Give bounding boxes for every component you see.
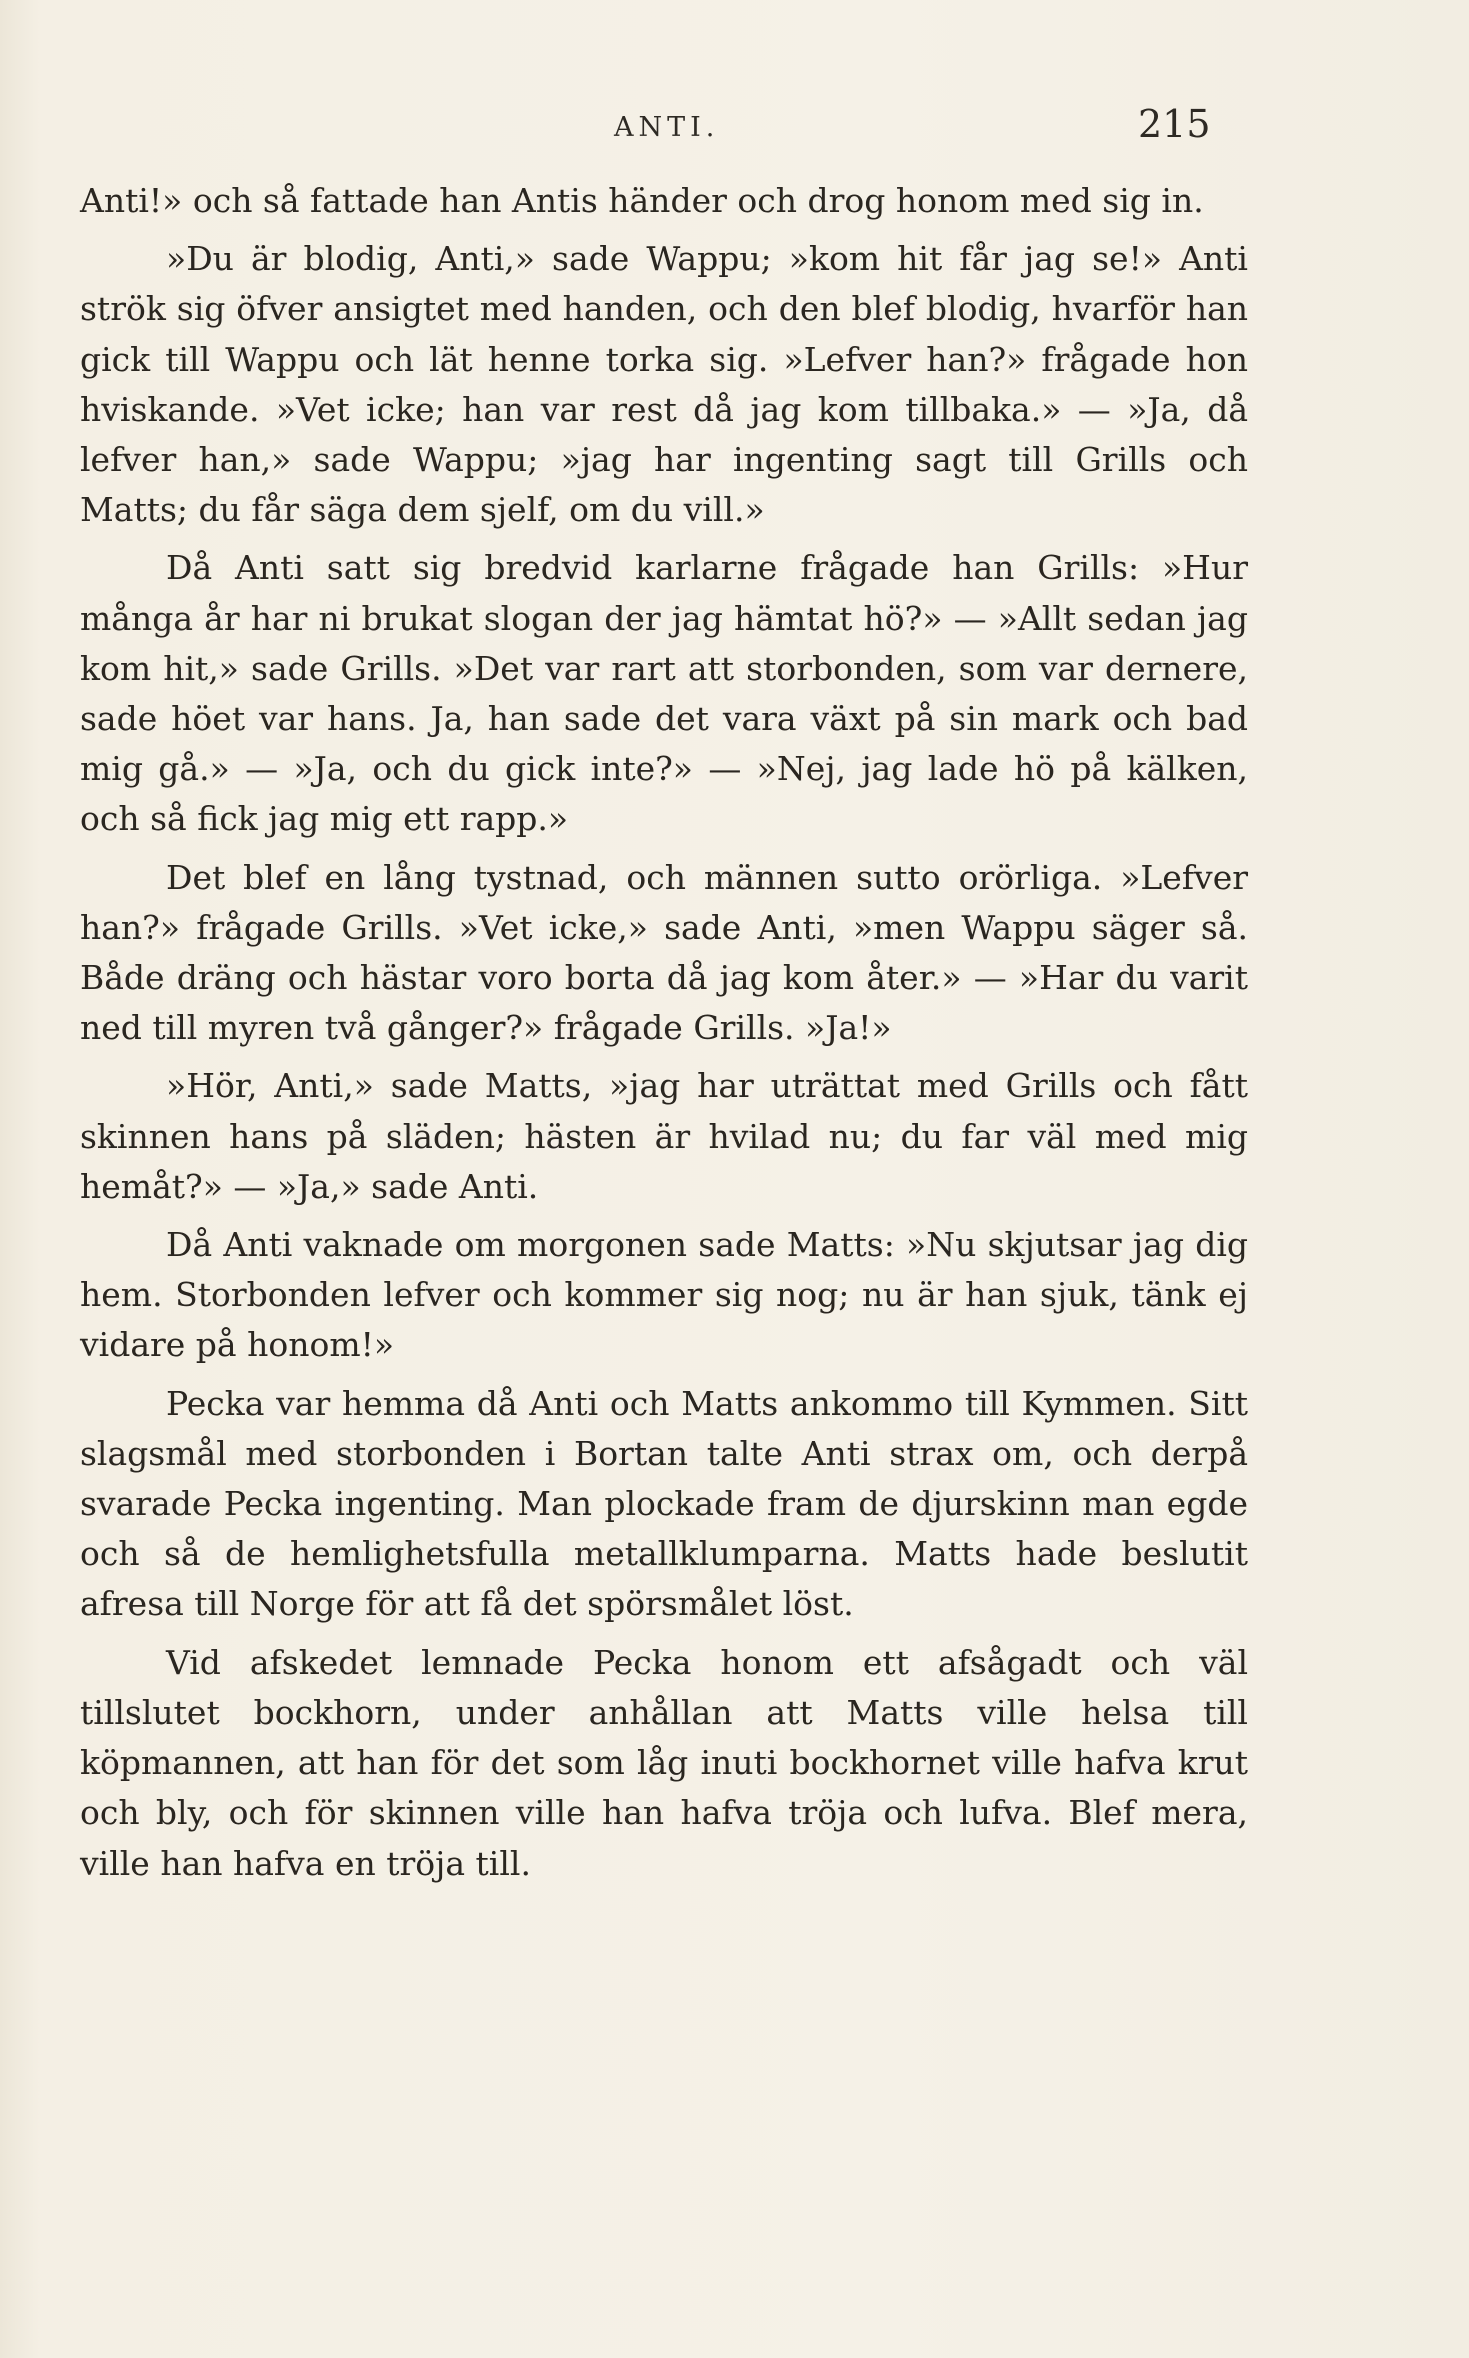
- paragraph: Vid afskedet lemnade Pecka honom ett afsågadt och väl tillslutet bockhorn, under anhållan att Matts ville helsa till köpmannen, att han för det som låg inuti bockhornet ville hafva krut och bly, och för skinnen ville han hafva tröja och lufva. Blef mera, ville han hafva en tröja till.: [80, 1642, 1248, 1883]
- body-text: [80, 176, 1248, 1897]
- paragraph: Då Anti vaknade om morgonen sade Matts: »Nu skjutsar jag dig hem. Storbonden lefver och kommer sig nog; nu är han sjuk, tänk ej vidare på honom!»: [80, 1225, 1248, 1365]
- page-number: 215: [1138, 102, 1211, 146]
- paragraph: »Hör, Anti,» sade Matts, »jag har uträttat med Grills och fått skinnen hans på släden; hästen är hvilad nu; du far väl med mig hemåt?» — »Ja,» sade Anti.: [80, 1066, 1248, 1206]
- page-header: [0, 100, 1469, 150]
- paragraph: Då Anti satt sig bredvid karlarne frågade han Grills: »Hur många år har ni brukat slogan der jag hämtat hö?» — »Allt sedan jag kom hit,» sade Grills. »Det var rart att storbonden, som var dernere, sade höet var hans. Ja, han sade det vara växt på sin mark och bad mig gå.» — »Ja, och du gick inte?» — »Nej, jag lade hö på kälken, och så fick jag mig ett rapp.»: [80, 548, 1248, 839]
- running-title: ANTI.: [614, 112, 720, 143]
- paragraph: Anti!» och så fattade han Antis händer och drog honom med sig in.: [80, 181, 1204, 220]
- paragraph: Pecka var hemma då Anti och Matts ankommo till Kymmen. Sitt slagsmål med storbonden i Bortan talte Anti strax om, och derpå svarade Pecka ingenting. Man plockade fram de djurskinn man egde och så de hemlighetsfulla metallklumparna. Matts hade beslutit afresa till Norge för att få det spörsmålet löst.: [80, 1383, 1248, 1624]
- paragraph: Det blef en lång tystnad, och männen sutto orörliga. »Lefver han?» frågade Grills. »Vet icke,» sade Anti, »men Wappu säger så. Både dräng och hästar voro borta då jag kom åter.» — »Har du varit ned till myren två gånger?» frågade Grills. »Ja!»: [80, 857, 1248, 1048]
- paragraph: »Du är blodig, Anti,» sade Wappu; »kom hit får jag se!» Anti strök sig öfver ansigtet med handen, och den blef blodig, hvarför han gick till Wappu och lät henne torka sig. »Lefver han?» frågade hon hviskande. »Vet icke; han var rest då jag kom tillbaka.» — »Ja, då lefver han,» sade Wappu; »jag har ingenting sagt till Grills och Matts; du får säga dem sjelf, om du vill.»: [80, 239, 1248, 530]
